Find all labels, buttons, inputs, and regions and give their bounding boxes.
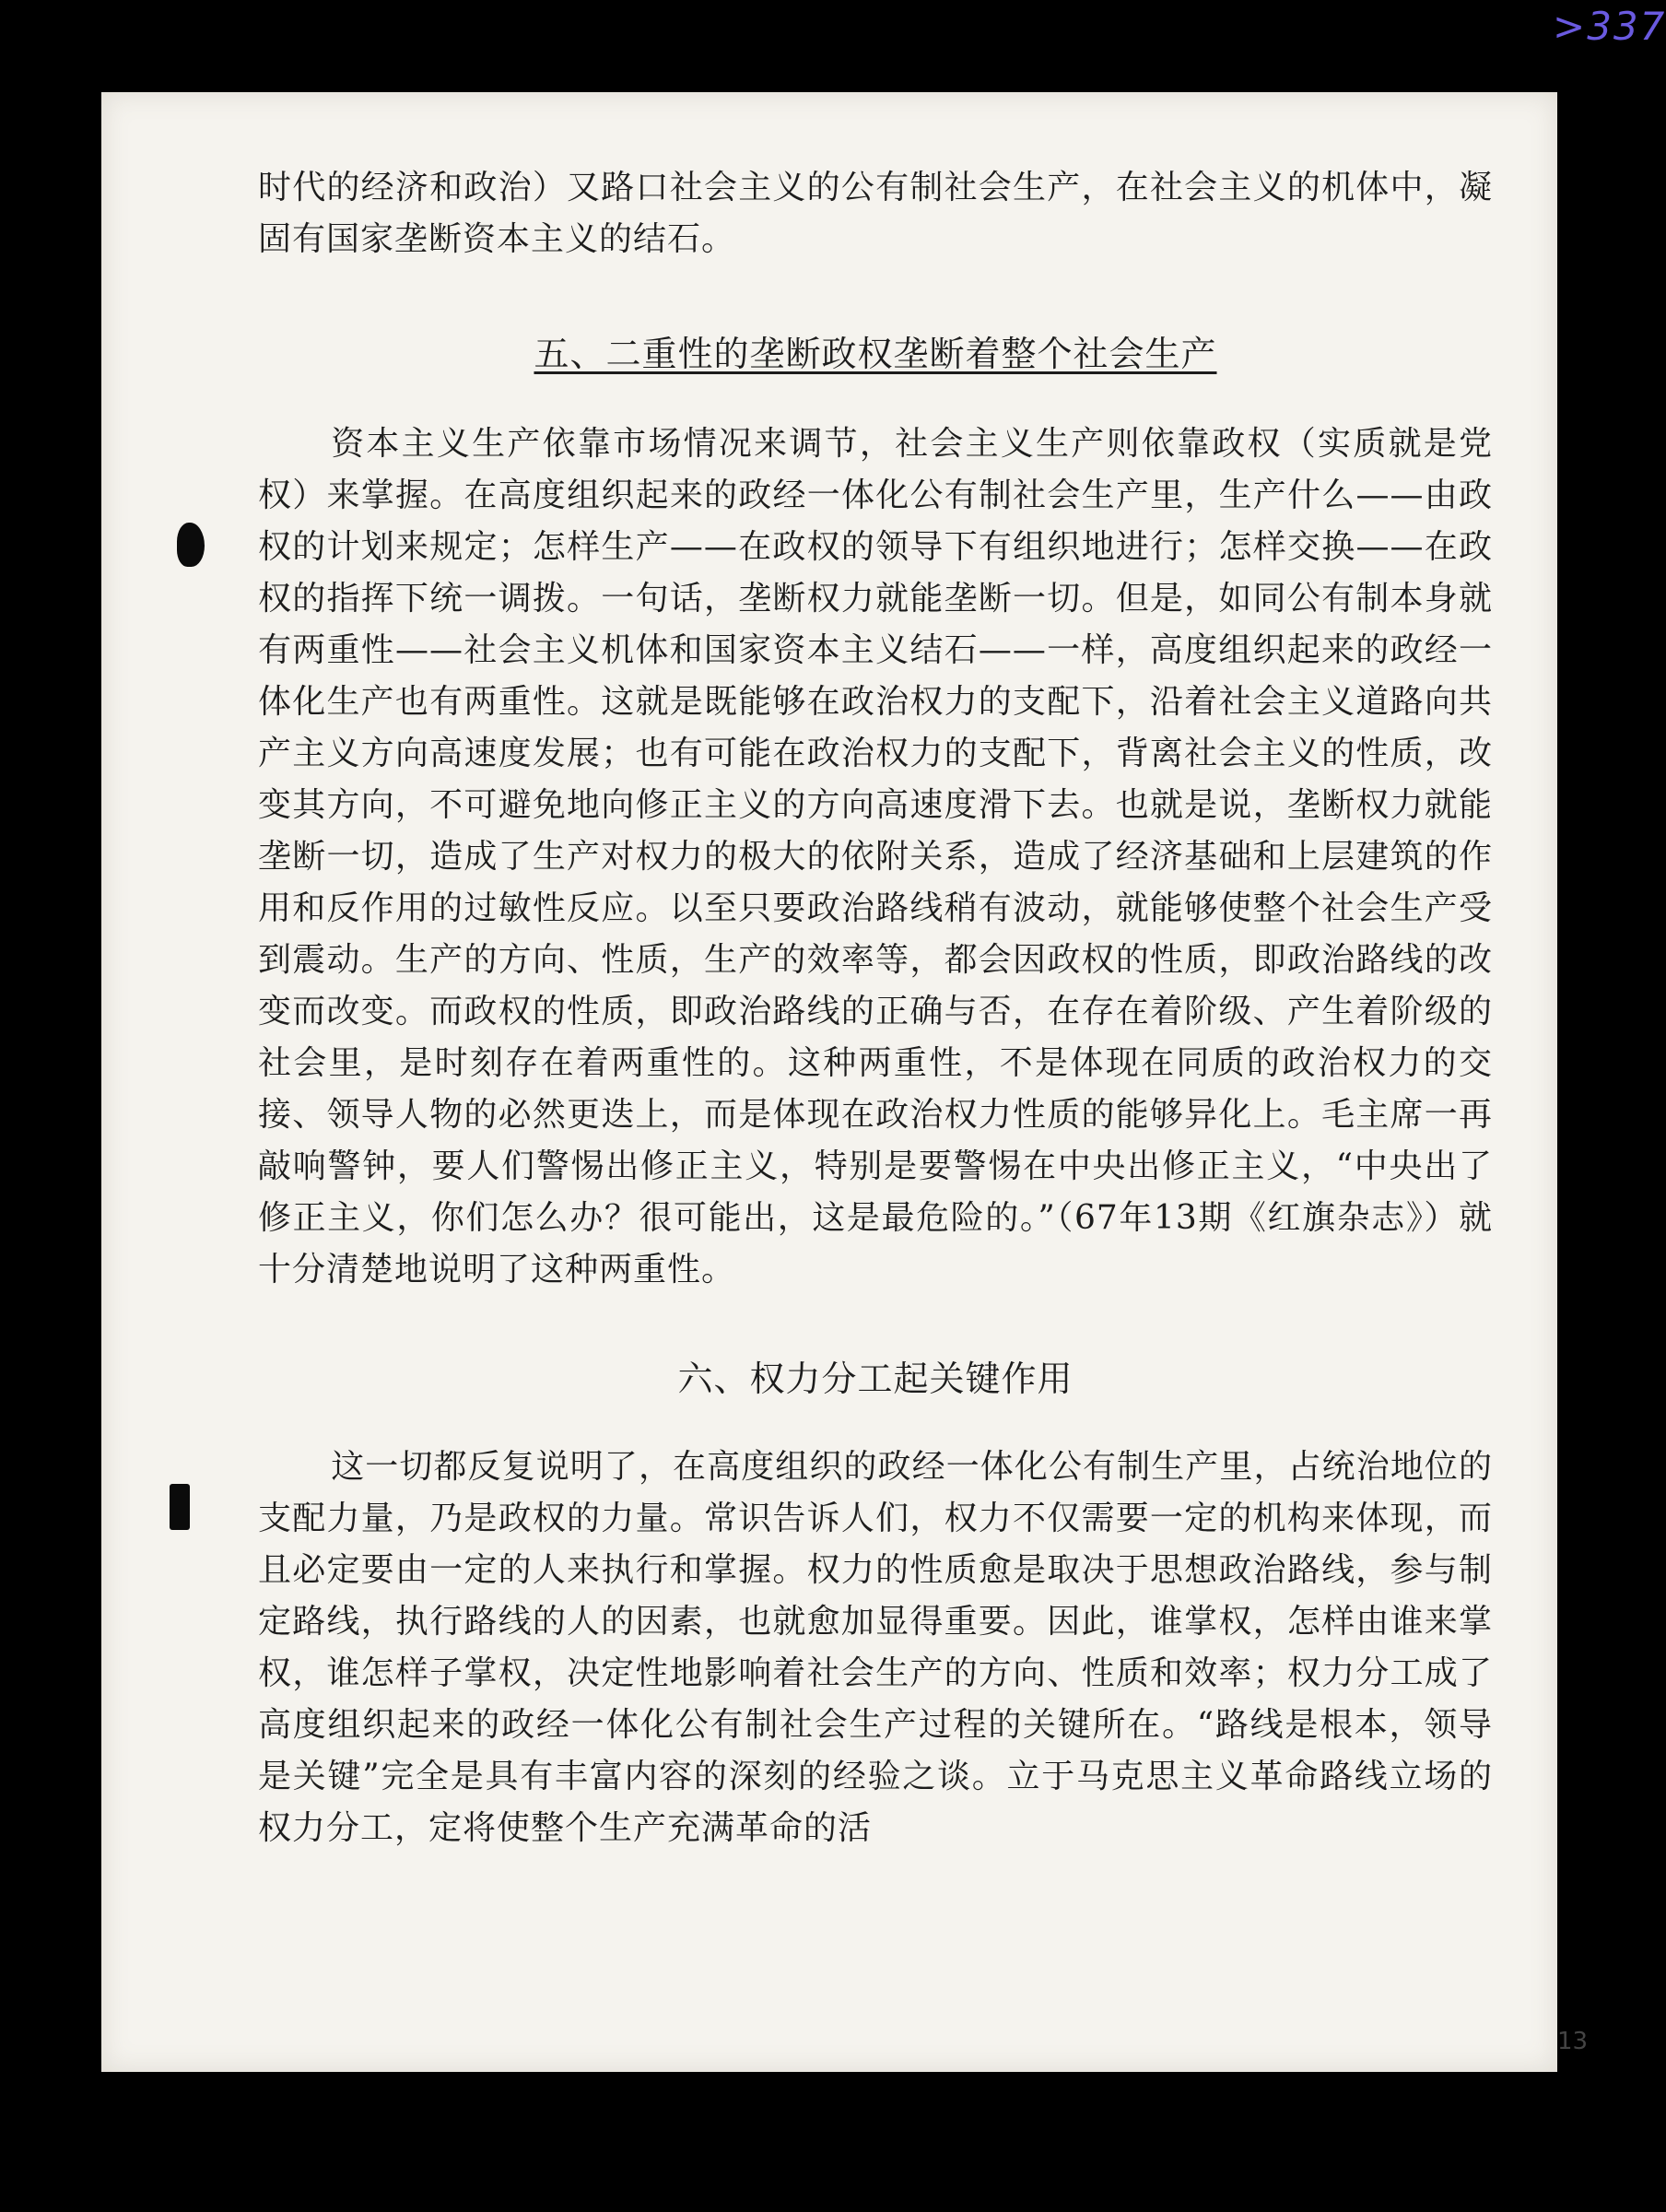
section-6-heading: 六、权力分工起关键作用 — [677, 1359, 1074, 1399]
ink-blot — [170, 1484, 190, 1530]
section-5-heading: 五、二重性的垄断政权垄断着整个社会生产 — [534, 334, 1217, 374]
section-6-paragraph: 这一切都反复说明了，在高度组织的政经一体化公有制生产里，占统治地位的支配力量，乃是政权的力量。常识告诉人们，权力不仅需要一定的机构来体现，而且必定要由一定的人来执行和掌握。权力的性质愈是取决于思想政治路线，参与制定路线，执行路线的人的因素，也就愈加显得重要。因此，谁掌权，怎样由谁来掌权，谁怎样子掌权，决定性地影响着社会生产的方向、性质和效率；权力分工成了高度组织起来的政经一体化公有制社会生产过程的关键所在。“路线是根本，领导是关键”完全是具有丰富内容的深刻的经验之谈。立于马克思主义革命路线立场的权力分工，定将使整个生产充满革命的活 — [258, 1448, 1493, 1847]
intro-paragraph: 时代的经济和政治）又路口社会主义的公有制社会生产，在社会主义的机体中，凝固有国家垄断资本主义的结石。 — [258, 169, 1493, 258]
document-text — [258, 162, 1493, 1854]
page-number: 13 — [1557, 2028, 1589, 2055]
section-5-paragraph: 资本主义生产依靠市场情况来调节，社会主义生产则依靠政权（实质就是党权）来掌握。在高度组织起来的政经一体化公有制社会生产里，生产什么——由政权的计划来规定；怎样生产——在政权的领导下有组织地进行；怎样交换——在政权的指挥下统一调拨。一句话，垄断权力就能垄断一切。但是，如同公有制本身就有两重性——社会主义机体和国家资本主义结石——一样，高度组织起来的政经一体化生产也有两重性。这就是既能够在政治权力的支配下，沿着社会主义道路向共产主义方向高速度发展；也有可能在政治权力的支配下，背离社会主义的性质，改变其方向，不可避免地向修正主义的方向高速度滑下去。也就是说，垄断权力就能垄断一切，造成了生产对权力的极大的依附关系，造成了经济基础和上层建筑的作用和反作用的过敏性反应。以至只要政治路线稍有波动，就能够使整个社会生产受到震动。生产的方向、性质，生产的效率等，都会因政权的性质，即政治路线的改变而改变。而政权的性质，即政治路线的正确与否，在存在着阶级、产生着阶级的社会里，是时刻存在着两重性的。这种两重性，不是体现在同质的政治权力的交接、领导人物的必然更迭上，而是体现在政治权力性质的能够异化上。毛主席一再敲响警钟，要人们警惕出修正主义，特别是要警惕在中央出修正主义，“中央出了修正主义，你们怎么办？很可能出，这是最危险的。”（67年13期《红旗杂志》）就十分清楚地说明了这种两重性。 — [258, 425, 1493, 1288]
archive-number-mark: >337 — [1553, 4, 1666, 49]
ink-blot — [177, 523, 205, 567]
